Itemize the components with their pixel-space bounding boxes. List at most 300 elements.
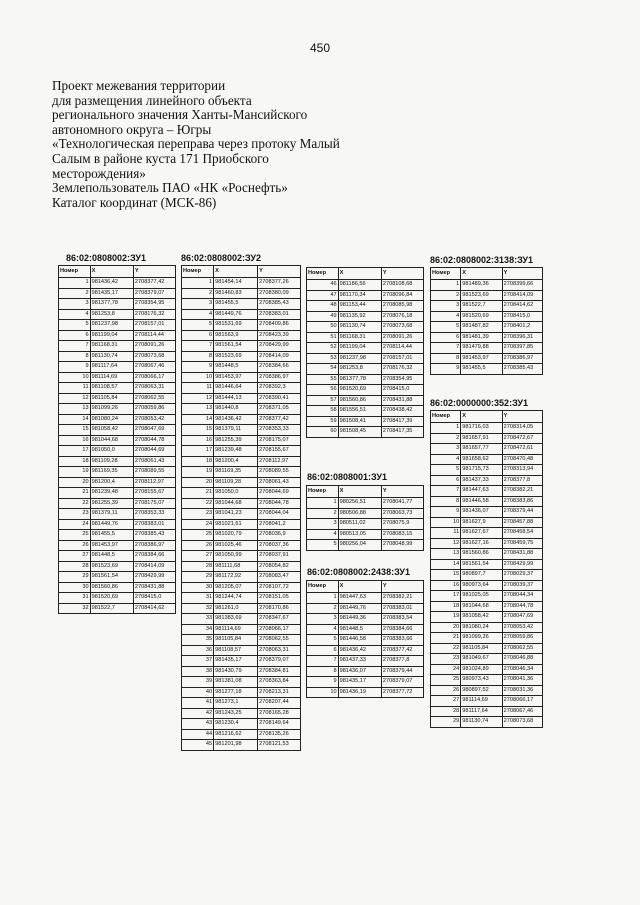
table-row xyxy=(307,395,424,406)
point-number: 13 xyxy=(431,549,461,560)
table-caption-t7: 86:02:0000000:352:ЗУ1 xyxy=(430,398,528,408)
point-number: 5 xyxy=(431,322,461,333)
coord-y: 2708383,54 xyxy=(381,614,423,625)
coord-x: 981050,99 xyxy=(214,551,258,562)
heading-line: Салым в районе куста 171 Приобского xyxy=(52,150,269,166)
coord-x: 981658,62 xyxy=(461,454,502,465)
point-number: 12 xyxy=(182,393,214,404)
table-row xyxy=(59,446,176,457)
coord-y: 2708414,09 xyxy=(258,351,301,362)
coord-y: 2708108,68 xyxy=(381,280,423,291)
coord-x: 981449,76 xyxy=(214,309,258,320)
coord-x: 981377,78 xyxy=(90,299,133,310)
coord-x: 981447,63 xyxy=(338,593,381,604)
point-number: 16 xyxy=(182,435,214,446)
table-row xyxy=(307,656,424,667)
coord-y: 2708382,21 xyxy=(502,486,542,497)
point-number: 49 xyxy=(307,311,339,322)
coord-x: 981556,51 xyxy=(338,406,381,417)
table-row xyxy=(59,603,176,614)
point-number: 15 xyxy=(431,570,461,581)
table-row xyxy=(182,383,301,394)
coord-y: 2708066,17 xyxy=(133,372,175,383)
heading-line: для размещения линейного объекта xyxy=(52,92,252,108)
coord-x: 981627,9 xyxy=(461,517,502,528)
table-row xyxy=(182,719,301,730)
coord-y: 2708061,43 xyxy=(258,477,301,488)
table-row xyxy=(431,580,543,591)
coord-y: 2708151,05 xyxy=(258,593,301,604)
point-number: 10 xyxy=(307,687,339,698)
coord-x: 981716,03 xyxy=(461,423,502,434)
coord-x: 981130,74 xyxy=(461,717,502,728)
point-number: 8 xyxy=(182,351,214,362)
table-header-row xyxy=(431,411,543,423)
table-row xyxy=(182,614,301,625)
table-row xyxy=(59,351,176,362)
coord-y: 2708431,88 xyxy=(133,582,175,593)
coord-y: 2708384,66 xyxy=(381,624,423,635)
point-number: 18 xyxy=(431,601,461,612)
point-number: 48 xyxy=(307,301,339,312)
point-number: 11 xyxy=(431,528,461,539)
table-row xyxy=(431,332,543,343)
coord-x: 981058,42 xyxy=(461,612,502,623)
point-number: 32 xyxy=(182,603,214,614)
table-row xyxy=(431,486,543,497)
point-number: 4 xyxy=(182,309,214,320)
point-number: 27 xyxy=(59,551,91,562)
table-row xyxy=(431,549,543,560)
point-number: 24 xyxy=(182,519,214,530)
point-number: 3 xyxy=(307,519,339,530)
table-row xyxy=(307,645,424,656)
coord-y: 2708044,69 xyxy=(258,488,301,499)
coord-y: 2708390,41 xyxy=(258,393,301,404)
coord-y: 2708062,55 xyxy=(133,393,175,404)
coord-x: 981436,19 xyxy=(338,687,381,698)
coord-y: 2708157,01 xyxy=(381,353,423,364)
coord-x: 980511,02 xyxy=(338,519,381,530)
table-header-row xyxy=(307,486,424,498)
coord-y: 2708067,46 xyxy=(133,362,175,373)
table-row xyxy=(182,320,301,331)
coords-table-t3 xyxy=(306,267,424,438)
coord-y: 2708039,37 xyxy=(502,580,542,591)
coord-x: 980256,04 xyxy=(338,540,381,551)
table-row xyxy=(182,278,301,289)
table-row xyxy=(431,423,543,434)
coord-y: 2708314,05 xyxy=(502,423,542,434)
table-row xyxy=(182,309,301,320)
coord-y: 2708091,26 xyxy=(381,332,423,343)
column-header-x: X xyxy=(461,268,502,280)
coord-y: 2708392,3 xyxy=(258,383,301,394)
point-number: 5 xyxy=(307,635,339,646)
table-row xyxy=(182,435,301,446)
table-row xyxy=(182,341,301,352)
table-row xyxy=(307,427,424,438)
point-number: 25 xyxy=(182,530,214,541)
coord-y: 2708175,07 xyxy=(258,435,301,446)
coord-y: 2708112,97 xyxy=(133,477,175,488)
coord-y: 2708371,05 xyxy=(258,404,301,415)
table-row xyxy=(59,477,176,488)
table-row xyxy=(182,551,301,562)
coord-x: 981444,13 xyxy=(214,393,258,404)
coord-x: 981041,23 xyxy=(214,509,258,520)
point-number: 14 xyxy=(59,414,91,425)
coord-x: 981523,69 xyxy=(214,351,258,362)
coord-x: 981044,68 xyxy=(461,601,502,612)
coord-y: 2708176,32 xyxy=(381,364,423,375)
coord-y: 2708423,39 xyxy=(258,330,301,341)
point-number: 24 xyxy=(431,664,461,675)
table-row xyxy=(307,301,424,312)
table-row xyxy=(182,509,301,520)
coord-x: 981230,4 xyxy=(214,719,258,730)
point-number: 41 xyxy=(182,698,214,709)
point-number: 9 xyxy=(182,362,214,373)
coord-y: 2708377,8 xyxy=(381,656,423,667)
coord-x: 981117,64 xyxy=(461,706,502,717)
coord-y: 2708414,62 xyxy=(133,603,175,614)
coord-x: 981237,98 xyxy=(338,353,381,364)
table-row xyxy=(182,561,301,572)
coord-x: 981021,61 xyxy=(214,519,258,530)
point-number: 16 xyxy=(59,435,91,446)
coord-x: 981522,7 xyxy=(90,603,133,614)
table-row xyxy=(182,372,301,383)
table-row xyxy=(307,624,424,635)
coord-x: 981448,5 xyxy=(338,624,381,635)
coord-x: 981255,39 xyxy=(90,498,133,509)
table-row xyxy=(431,685,543,696)
point-number: 26 xyxy=(431,685,461,696)
point-number: 52 xyxy=(307,343,339,354)
point-number: 2 xyxy=(182,288,214,299)
coord-x: 981479,88 xyxy=(461,343,502,354)
coord-y: 2708037,36 xyxy=(258,540,301,551)
table-row xyxy=(182,687,301,698)
coord-x: 981239,48 xyxy=(214,446,258,457)
table-row xyxy=(59,362,176,373)
coord-x: 981460,83 xyxy=(214,288,258,299)
point-number: 36 xyxy=(182,645,214,656)
coord-y: 2708155,67 xyxy=(258,446,301,457)
coord-y: 2708073,68 xyxy=(502,717,542,728)
point-number: 55 xyxy=(307,374,339,385)
coord-x: 981383,69 xyxy=(214,614,258,625)
table-row xyxy=(59,561,176,572)
coord-x: 981253,8 xyxy=(90,309,133,320)
coord-y: 2708044,04 xyxy=(258,509,301,520)
coord-x: 981561,54 xyxy=(461,559,502,570)
point-number: 43 xyxy=(182,719,214,730)
coord-x: 981627,16 xyxy=(461,538,502,549)
coord-y: 2708353,33 xyxy=(133,509,175,520)
point-number: 17 xyxy=(59,446,91,457)
point-number: 57 xyxy=(307,395,339,406)
point-number: 51 xyxy=(307,332,339,343)
point-number: 21 xyxy=(431,633,461,644)
point-number: 22 xyxy=(59,498,91,509)
coord-x: 981715,73 xyxy=(461,465,502,476)
coord-y: 2708380,09 xyxy=(258,288,301,299)
point-number: 13 xyxy=(182,404,214,415)
table-row xyxy=(182,708,301,719)
table-row xyxy=(182,456,301,467)
point-number: 28 xyxy=(431,706,461,717)
table-row xyxy=(59,330,176,341)
point-number: 1 xyxy=(307,498,339,509)
point-number: 21 xyxy=(182,488,214,499)
point-number: 13 xyxy=(59,404,91,415)
coord-x: 981448,5 xyxy=(214,362,258,373)
table-row xyxy=(182,288,301,299)
point-number: 29 xyxy=(431,717,461,728)
table-row xyxy=(182,330,301,341)
table-row xyxy=(431,664,543,675)
column-header-y: Y xyxy=(133,266,175,278)
coord-x: 981168,31 xyxy=(90,341,133,352)
table-row xyxy=(182,593,301,604)
table-row xyxy=(431,675,543,686)
coord-y: 2708383,66 xyxy=(381,635,423,646)
coord-x: 981377,78 xyxy=(338,374,381,385)
table-row xyxy=(431,559,543,570)
point-number: 8 xyxy=(431,353,461,364)
point-number: 5 xyxy=(182,320,214,331)
coord-y: 2708075,9 xyxy=(381,519,423,530)
point-number: 46 xyxy=(307,280,339,291)
point-number: 4 xyxy=(307,624,339,635)
coord-y: 2708354,95 xyxy=(381,374,423,385)
coord-y: 2708414,09 xyxy=(133,561,175,572)
table-row xyxy=(307,614,424,625)
coord-y: 2708347,67 xyxy=(258,614,301,625)
point-number: 3 xyxy=(431,444,461,455)
coord-x: 981447,63 xyxy=(461,486,502,497)
table-row xyxy=(182,351,301,362)
point-number: 56 xyxy=(307,385,339,396)
coord-y: 2708053,42 xyxy=(502,622,542,633)
table-row xyxy=(59,372,176,383)
table-row xyxy=(431,290,543,301)
coord-y: 2708396,31 xyxy=(502,332,542,343)
table-row xyxy=(307,311,424,322)
point-number: 20 xyxy=(59,477,91,488)
point-number: 19 xyxy=(182,467,214,478)
coord-x: 981435,17 xyxy=(90,288,133,299)
coord-y: 2708207,44 xyxy=(258,698,301,709)
point-number: 28 xyxy=(182,561,214,572)
coord-y: 2708054,82 xyxy=(258,561,301,572)
coord-x: 981560,86 xyxy=(338,395,381,406)
table-row xyxy=(182,645,301,656)
coord-y: 2708383,01 xyxy=(133,519,175,530)
point-number: 26 xyxy=(59,540,91,551)
coord-y: 2708379,07 xyxy=(381,677,423,688)
point-number: 19 xyxy=(59,467,91,478)
coord-y: 2708417,39 xyxy=(381,416,423,427)
coord-y: 2708066,17 xyxy=(502,696,542,707)
coord-y: 2708386,97 xyxy=(133,540,175,551)
point-number: 7 xyxy=(59,341,91,352)
coord-y: 2708415,0 xyxy=(502,311,542,322)
table-row xyxy=(59,582,176,593)
coord-y: 2708313,94 xyxy=(502,465,542,476)
coord-y: 2708063,31 xyxy=(133,383,175,394)
table-row xyxy=(431,696,543,707)
table-row xyxy=(307,385,424,396)
table-row xyxy=(307,364,424,375)
point-number: 39 xyxy=(182,677,214,688)
coord-x: 981025,05 xyxy=(461,591,502,602)
point-number: 34 xyxy=(182,624,214,635)
coord-x: 980973,64 xyxy=(461,580,502,591)
table-row xyxy=(431,301,543,312)
coord-y: 2708377,72 xyxy=(381,687,423,698)
point-number: 3 xyxy=(431,301,461,312)
column-header-num: Номер xyxy=(307,486,339,498)
coord-y: 2708059,86 xyxy=(502,633,542,644)
point-number: 21 xyxy=(59,488,91,499)
table-row xyxy=(182,299,301,310)
coord-y: 2708048,99 xyxy=(381,540,423,551)
coord-x: 981170,34 xyxy=(338,290,381,301)
column-header-x: X xyxy=(461,411,502,423)
coord-y: 2708135,26 xyxy=(258,729,301,740)
coord-x: 981627,67 xyxy=(461,528,502,539)
coord-y: 2708044,69 xyxy=(133,446,175,457)
coord-y: 2708377,42 xyxy=(133,278,175,289)
table-row xyxy=(59,551,176,562)
point-number: 27 xyxy=(431,696,461,707)
heading-line: «Технологическая переправа через протоку Малый xyxy=(52,136,340,152)
coord-x: 981273,1 xyxy=(214,698,258,709)
coord-y: 2708382,21 xyxy=(381,593,423,604)
table-row xyxy=(307,416,424,427)
table-header-row xyxy=(59,266,176,278)
point-number: 10 xyxy=(182,372,214,383)
coord-y: 2708399,66 xyxy=(502,280,542,291)
table-row xyxy=(307,635,424,646)
coord-x: 981436,42 xyxy=(90,278,133,289)
coords-table-t5 xyxy=(306,580,424,698)
table-row xyxy=(431,591,543,602)
column-header-x: X xyxy=(338,581,381,593)
coord-x: 981560,86 xyxy=(461,549,502,560)
coord-x: 981168,31 xyxy=(338,332,381,343)
coord-y: 2708083,47 xyxy=(258,572,301,583)
coord-x: 981237,98 xyxy=(90,320,133,331)
point-number: 11 xyxy=(59,383,91,394)
coord-x: 981379,11 xyxy=(214,425,258,436)
table-row xyxy=(307,519,424,530)
table-header-row xyxy=(307,581,424,593)
point-number: 20 xyxy=(431,622,461,633)
coord-y: 2708061,43 xyxy=(133,456,175,467)
coord-x: 981449,76 xyxy=(338,603,381,614)
coord-y: 2708385,43 xyxy=(502,364,542,375)
coords-table-t2 xyxy=(181,265,301,751)
coord-y: 2708062,55 xyxy=(502,643,542,654)
table-row xyxy=(59,540,176,551)
coord-x: 981508,45 xyxy=(338,427,381,438)
coord-x: 981563,9 xyxy=(214,330,258,341)
point-number: 33 xyxy=(182,614,214,625)
coord-x: 981135,92 xyxy=(338,311,381,322)
coord-x: 981050,0 xyxy=(214,488,258,499)
coord-x: 981522,7 xyxy=(461,301,502,312)
coord-y: 2708459,75 xyxy=(502,538,542,549)
table-row xyxy=(182,603,301,614)
coord-x: 980897,7 xyxy=(461,570,502,581)
coord-x: 981520,69 xyxy=(338,385,381,396)
coord-x: 981109,28 xyxy=(214,477,258,488)
coord-y: 2708044,78 xyxy=(502,601,542,612)
point-number: 28 xyxy=(59,561,91,572)
coord-x: 981239,48 xyxy=(90,488,133,499)
point-number: 29 xyxy=(182,572,214,583)
coord-x: 980897,52 xyxy=(461,685,502,696)
point-number: 60 xyxy=(307,427,339,438)
coord-x: 981449,36 xyxy=(338,614,381,625)
table-header-row xyxy=(431,268,543,280)
coord-x: 981080,24 xyxy=(90,414,133,425)
coord-y: 2708401,2 xyxy=(502,322,542,333)
point-number: 15 xyxy=(59,425,91,436)
coord-y: 2708386,97 xyxy=(502,353,542,364)
point-number: 7 xyxy=(307,656,339,667)
column-header-num: Номер xyxy=(431,411,461,423)
point-number: 8 xyxy=(59,351,91,362)
point-number: 5 xyxy=(59,320,91,331)
coord-y: 2708176,32 xyxy=(133,309,175,320)
coord-y: 2708107,72 xyxy=(258,582,301,593)
table-row xyxy=(182,362,301,373)
coord-y: 2708417,35 xyxy=(381,427,423,438)
coord-x: 981455,5 xyxy=(461,364,502,375)
point-number: 22 xyxy=(182,498,214,509)
coord-y: 2708114,44 xyxy=(381,343,423,354)
point-number: 6 xyxy=(431,475,461,486)
table-row xyxy=(431,643,543,654)
coord-x: 981050,0 xyxy=(90,446,133,457)
table-row xyxy=(307,603,424,614)
coord-x: 981244,74 xyxy=(214,593,258,604)
coord-x: 981449,76 xyxy=(90,519,133,530)
point-number: 25 xyxy=(59,530,91,541)
coord-x: 981436,07 xyxy=(461,507,502,518)
coords-table-t4 xyxy=(306,485,424,551)
coord-y: 2708414,62 xyxy=(502,301,542,312)
table-row xyxy=(59,393,176,404)
point-number: 19 xyxy=(431,612,461,623)
point-number: 7 xyxy=(431,343,461,354)
column-header-y: Y xyxy=(502,268,542,280)
coord-x: 981105,84 xyxy=(214,635,258,646)
point-number: 45 xyxy=(182,740,214,751)
heading-line: Каталог координат (МСК-86) xyxy=(52,194,217,210)
point-number: 5 xyxy=(307,540,339,551)
point-number: 4 xyxy=(431,454,461,465)
coord-y: 2708384,66 xyxy=(258,362,301,373)
coord-y: 2708429,99 xyxy=(133,572,175,583)
coord-x: 980256,51 xyxy=(338,498,381,509)
coord-y: 2708429,99 xyxy=(258,341,301,352)
